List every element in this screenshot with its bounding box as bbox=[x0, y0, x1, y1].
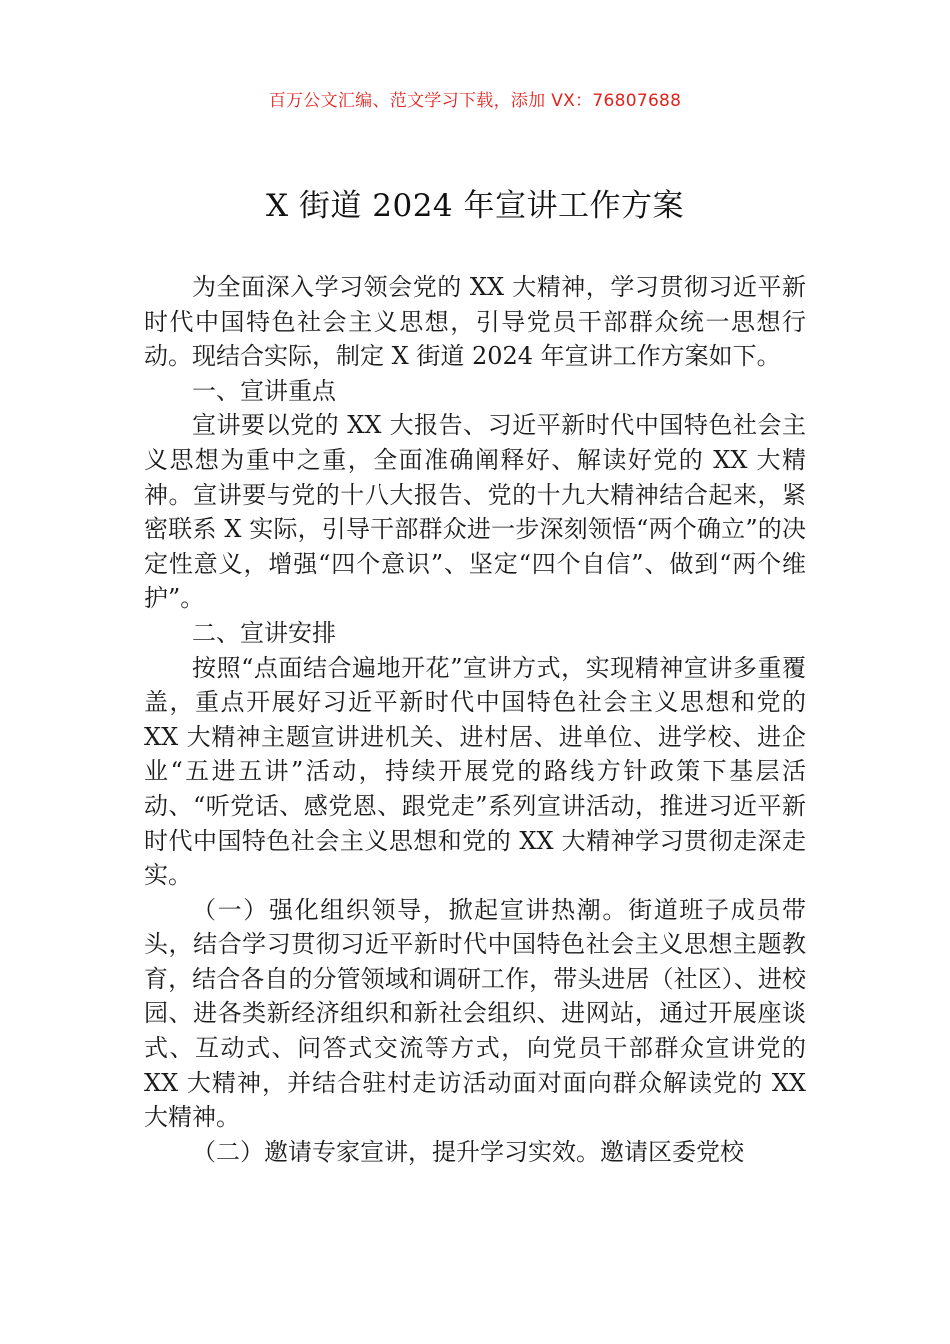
document-body bbox=[144, 270, 806, 1169]
paragraph-intro: 为全面深入学习领会党的 XX 大精神，学习贯彻习近平新时代中国特色社会主义思想，引导党员干部群众统一思想行动。现结合实际，制定 X 街道 2024 年宣讲工作方案如下。 bbox=[144, 273, 806, 371]
paragraph-subsection-2: （二）邀请专家宣讲，提升学习实效。邀请区委党校 bbox=[192, 1137, 744, 1166]
paragraph-section-1: 宣讲要以党的 XX 大报告、习近平新时代中国特色社会主义思想为重中之重，全面准确阐释好、解读好党的 XX 大精神。宣讲要与党的十八大报告、党的十九大精神结合起来，紧密联系 X 实际，引导干部群众进一步深刻领悟“两个确立”的决定性意义，增强“四个意识”、坚定“四个自信”、做到“两个维护”。 bbox=[144, 411, 806, 613]
document-title: X 街道 2024 年宣讲工作方案 bbox=[265, 188, 685, 224]
heading-section-2: 二、宣讲安排 bbox=[192, 618, 336, 647]
paragraph-subsection-1: （一）强化组织领导，掀起宣讲热潮。街道班子成员带头，结合学习贯彻习近平新时代中国特色社会主义思想主题教育，结合各自的分管领域和调研工作，带头进居（社区）、进校园、进各类新经济组织和新社会组织、进网站，通过开展座谈式、互动式、问答式交流等方式，向党员干部群众宣讲党的 XX 大精神，并结合驻村走访活动面对面向群众解读党的 XX 大精神。 bbox=[144, 895, 806, 1132]
paragraph-section-2: 按照“点面结合遍地开花”宣讲方式，实现精神宣讲多重覆盖，重点开展好习近平新时代中国特色社会主义思想和党的 XX 大精神主题宣讲进机关、进村居、进单位、进学校、进企业“五进五讲”活动，持续开展党的路线方针政策下基层活动、“听党话、感党恩、跟党走”系列宣讲活动，推进习近平新时代中国特色社会主义思想和党的 XX 大精神学习贯彻走深走实。 bbox=[144, 653, 806, 890]
heading-section-1: 一、宣讲重点 bbox=[192, 376, 336, 405]
watermark-header: 百万公文汇编、范文学习下载，添加 VX：76807688 bbox=[268, 91, 682, 111]
